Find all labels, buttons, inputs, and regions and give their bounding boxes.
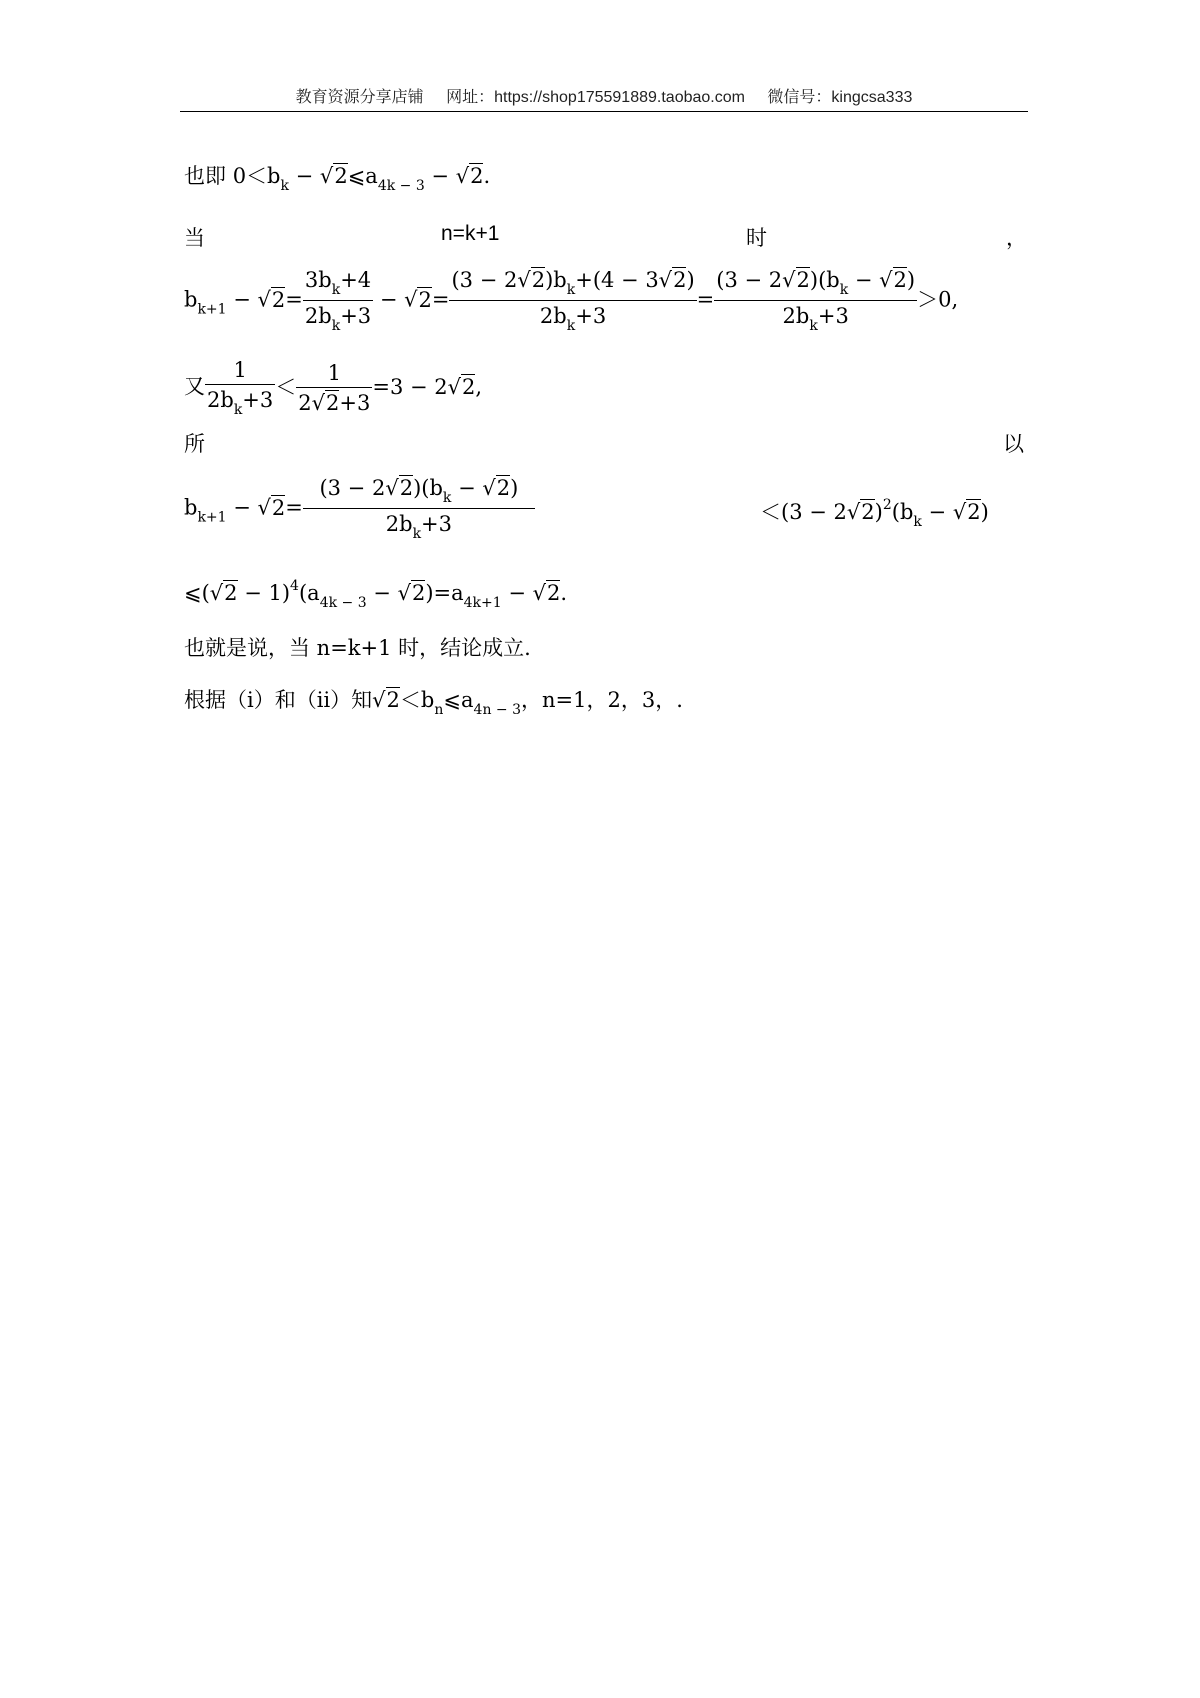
line-when-a: 当 — [184, 226, 205, 250]
wechat-id: 微信号：kingcsa333 — [767, 89, 913, 106]
line-prefix: 又 — [184, 374, 205, 399]
line-inequality-k — [184, 160, 490, 194]
fraction: $\frac{(3 - 2√2)(b_k - √2)}{2b_k+3}$ — [716, 268, 916, 334]
fraction: $\frac{3b_k+4}{2b_k+3}$ — [304, 268, 372, 334]
line-final-conclusion — [184, 684, 683, 718]
formula-bound-right: $<(3 - 2√2)^2(b_k - √2)$ — [760, 497, 989, 530]
line-so-b: 以 — [1003, 432, 1024, 456]
line-when-d: ， — [1006, 226, 1027, 250]
math-expression: $0<b_k$ − $√2⩽a_{4k - 3} - √2$. — [232, 164, 491, 194]
math-expression: $√2<b_n⩽a_{4n - 3}$ — [372, 688, 521, 718]
line-conclusion-step: 也就是说，当 n=k+1 时，结论成立. — [184, 636, 531, 660]
formula-final-bound: ⩽(√2 − $1)^4(a_{4k - 3} - √2)=a_{4k+1} - √2$. — [184, 578, 568, 611]
math-expression: $\frac{1}{2b_k+3}$ ＜ $\frac{1}{2√2+3}$ =3 − 2√2, — [207, 358, 483, 418]
fraction: $\frac{(3 - 2√2)b_k+(4 - 3√2)}{2b_k+3}$ — [451, 268, 695, 334]
line-so-a: 所 — [184, 432, 205, 456]
page-header — [180, 84, 1028, 107]
line-suffix: ，n=1，2，3，. — [521, 688, 683, 712]
formula-b-k-plus-1: $b_{k+1} - √2=$ $\frac{3b_k+4}{2b_k+3}$ − √2= $\frac{(3 - 2√2)b_k+(4 - 3√2)}{2b_k+3}$ = $\frac{(3 - 2√2)(b_k - √2)}{2b_k+3}$ ＞0, — [184, 268, 959, 334]
line-prefix: 根据（ⅰ）和（ⅱ）知 — [184, 688, 373, 712]
shop-name: 教育资源分享店铺 — [295, 89, 424, 106]
line-when-b: n=k+1 — [441, 222, 500, 245]
header-rule — [180, 111, 1028, 112]
line-when-c: 时 — [746, 226, 767, 250]
shop-url: 网址：https://shop175591889.taobao.com — [446, 89, 745, 106]
formula-bound-left: $b_{k+1} - √2=$ $\frac{(3 - 2√2)(b_k - √2)}{2b_k+3}$ — [184, 476, 535, 542]
line-also — [184, 358, 482, 418]
line-prefix: 也即 — [184, 164, 226, 188]
